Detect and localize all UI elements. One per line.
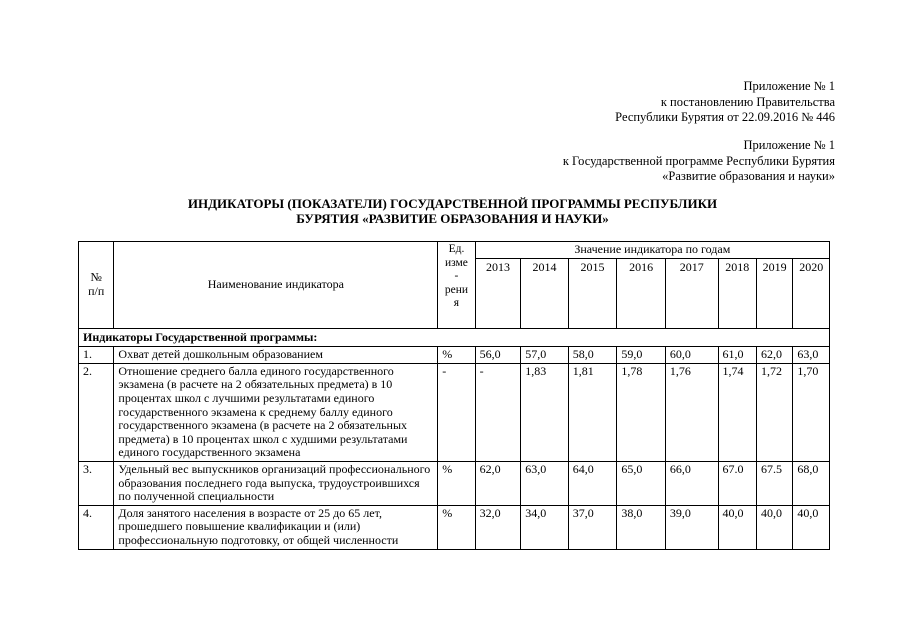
- value-cell: 1,78: [617, 363, 666, 461]
- value-cell: 60,0: [665, 347, 718, 364]
- appendix-2-line3: «Развитие образования и науки»: [662, 169, 835, 183]
- value-cell: 66,0: [665, 461, 718, 505]
- indicators-table: [78, 241, 830, 550]
- table-row: [79, 461, 830, 505]
- value-cell: 63,0: [521, 461, 569, 505]
- value-cell: 38,0: [617, 505, 666, 549]
- value-cell: 67.5: [756, 461, 792, 505]
- header-unit-line: рени: [444, 283, 469, 296]
- value-cell: 32,0: [475, 505, 521, 549]
- header-year: 2013: [475, 258, 521, 328]
- header-number: [79, 242, 114, 329]
- value-cell: 40,0: [793, 505, 830, 549]
- section-label: Индикаторы Государственной программы:: [79, 328, 830, 347]
- value-cell: 39,0: [665, 505, 718, 549]
- header-year: 2015: [568, 258, 617, 328]
- indicator-name: Отношение среднего балла единого государственного экзамена (в расчете на 2 обязательных предмета) в 10 процентах школ с лучшими результатами единого государственного экзамена к среднему баллу единого государственного экзамена (в расчете на 2 обязательных предмета) в 10 процентах школ с худшими результатами единого государственного экзамена: [114, 363, 438, 461]
- row-number: 4.: [79, 505, 114, 549]
- header-unit-line: -: [454, 270, 459, 282]
- header-year: 2017: [665, 258, 718, 328]
- value-cell: 65,0: [617, 461, 666, 505]
- header-unit-line: я: [453, 297, 460, 309]
- header-values-group: Значение индикатора по годам: [475, 242, 829, 259]
- value-cell: -: [475, 363, 521, 461]
- header-row-1: [79, 242, 830, 259]
- header-unit-line: изме: [444, 256, 468, 269]
- row-number: 2.: [79, 363, 114, 461]
- value-cell: 1,83: [521, 363, 569, 461]
- header-indicator-name: Наименование индикатора: [114, 242, 438, 329]
- indicator-unit: %: [438, 461, 475, 505]
- header-year: 2019: [756, 258, 792, 328]
- value-cell: 67.0: [718, 461, 756, 505]
- indicator-unit: %: [438, 505, 475, 549]
- header-year: 2020: [793, 258, 830, 328]
- value-cell: 1,81: [568, 363, 617, 461]
- header-unit-line: Ед.: [448, 243, 465, 255]
- appendix-2-line1: Приложение № 1: [743, 138, 835, 152]
- value-cell: 58,0: [568, 347, 617, 364]
- appendix-1-heading: [615, 79, 835, 126]
- appendix-1-line3: Республики Бурятия от 22.09.2016 № 446: [615, 110, 835, 124]
- row-number: 1.: [79, 347, 114, 364]
- value-cell: 64,0: [568, 461, 617, 505]
- appendix-1-line2: к постановлению Правительства: [660, 94, 835, 109]
- row-number: 3.: [79, 461, 114, 505]
- value-cell: 40,0: [756, 505, 792, 549]
- table-row: [79, 347, 830, 364]
- table-row: [79, 363, 830, 461]
- indicator-name: Удельный вес выпускников организаций профессионального образования последнего года выпуска, трудоустроившихся по полученной специальности: [114, 461, 438, 505]
- value-cell: 37,0: [568, 505, 617, 549]
- value-cell: 62,0: [475, 461, 521, 505]
- header-number-symbol: №: [90, 270, 102, 285]
- appendix-1-line1: Приложение № 1: [743, 79, 835, 93]
- header-number-abbr: п/п: [88, 283, 105, 298]
- section-row: [79, 328, 830, 347]
- document-title: [0, 196, 905, 226]
- appendix-2-line2: к Государственной программе Республики Бурятия: [562, 153, 835, 168]
- value-cell: 62,0: [756, 347, 792, 364]
- indicator-unit: -: [438, 363, 475, 461]
- value-cell: 40,0: [718, 505, 756, 549]
- header-year: 2014: [521, 258, 569, 328]
- value-cell: 34,0: [521, 505, 569, 549]
- value-cell: 56,0: [475, 347, 521, 364]
- value-cell: 63,0: [793, 347, 830, 364]
- value-cell: 61,0: [718, 347, 756, 364]
- value-cell: 57,0: [521, 347, 569, 364]
- header-year: 2016: [617, 258, 666, 328]
- table-row: [79, 505, 830, 549]
- indicator-name: Доля занятого населения в возрасте от 25 до 65 лет, прошедшего повышение квалификации и (или) профессиональную подготовку, от общей численности: [114, 505, 438, 549]
- value-cell: 1,74: [718, 363, 756, 461]
- indicator-name: Охват детей дошкольным образованием: [114, 347, 438, 364]
- value-cell: 1,72: [756, 363, 792, 461]
- header-year: 2018: [718, 258, 756, 328]
- value-cell: 1,70: [793, 363, 830, 461]
- title-line1: ИНДИКАТОРЫ (ПОКАЗАТЕЛИ) ГОСУДАРСТВЕННОЙ ПРОГРАММЫ РЕСПУБЛИКИ: [187, 196, 718, 211]
- value-cell: 59,0: [617, 347, 666, 364]
- title-line2: БУРЯТИЯ «РАЗВИТИЕ ОБРАЗОВАНИЯ И НАУКИ»: [296, 211, 609, 226]
- appendix-2-heading: [563, 138, 835, 185]
- indicator-unit: %: [438, 347, 475, 364]
- value-cell: 68,0: [793, 461, 830, 505]
- value-cell: 1,76: [665, 363, 718, 461]
- header-unit: [438, 242, 475, 329]
